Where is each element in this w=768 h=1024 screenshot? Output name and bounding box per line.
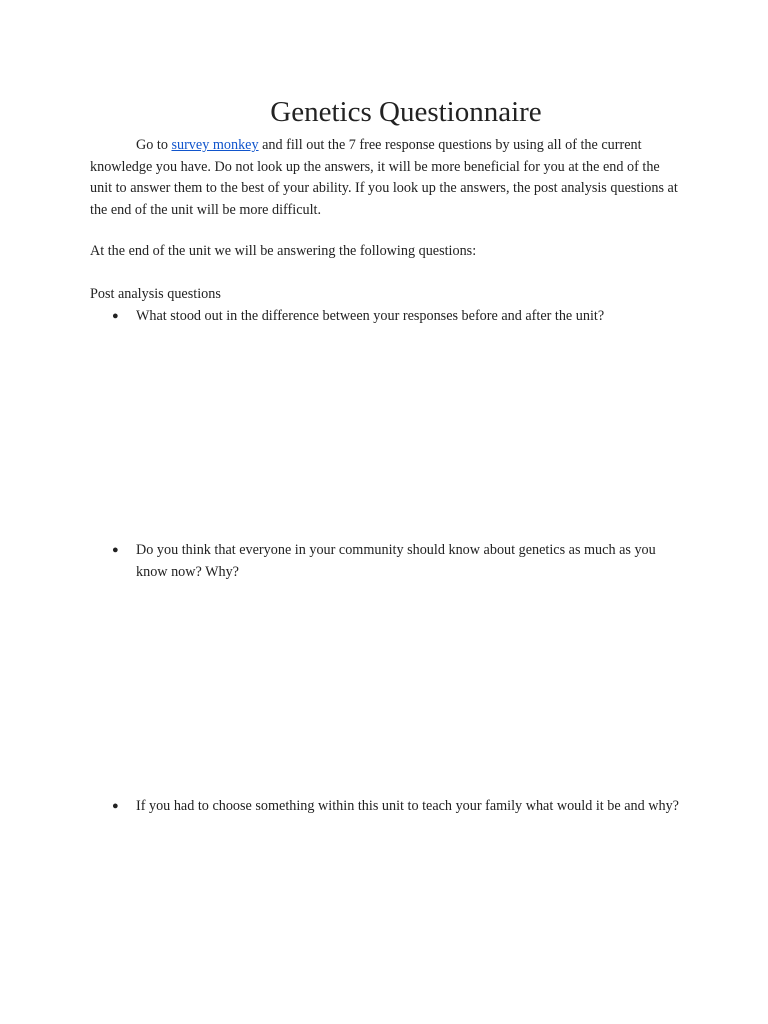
question-text: What stood out in the difference between your responses before and after the unit? (136, 308, 605, 324)
bullet-icon: ● (112, 544, 119, 556)
page-title: Genetics Questionnaire (270, 96, 542, 128)
post-analysis-heading: Post analysis questions (90, 286, 221, 302)
bullet-icon: ● (112, 800, 119, 812)
question-text: Do you think that everyone in your community should know about genetics as much as you know now? Why? (136, 542, 656, 580)
question-item (112, 796, 680, 818)
intro-paragraph (90, 135, 680, 221)
survey-monkey-link[interactable]: survey monkey (171, 137, 259, 153)
question-text: If you had to choose something within this unit to teach your family what would it be and why? (136, 798, 679, 814)
bullet-icon: ● (112, 310, 119, 322)
end-of-unit-line: At the end of the unit we will be answering the following questions: (90, 243, 477, 259)
intro-prefix: Go to (136, 137, 172, 153)
question-item (112, 306, 680, 328)
intro-suffix: and fill out the 7 free response questions by using all of the current knowledge you have. Do not look up the answers, it will be more beneficial for you at the end of the unit to answer them to the best of your ability. If you look up the answers, the post analysis questions at the end of the unit will be more difficult. (90, 137, 678, 218)
question-item (112, 540, 680, 583)
